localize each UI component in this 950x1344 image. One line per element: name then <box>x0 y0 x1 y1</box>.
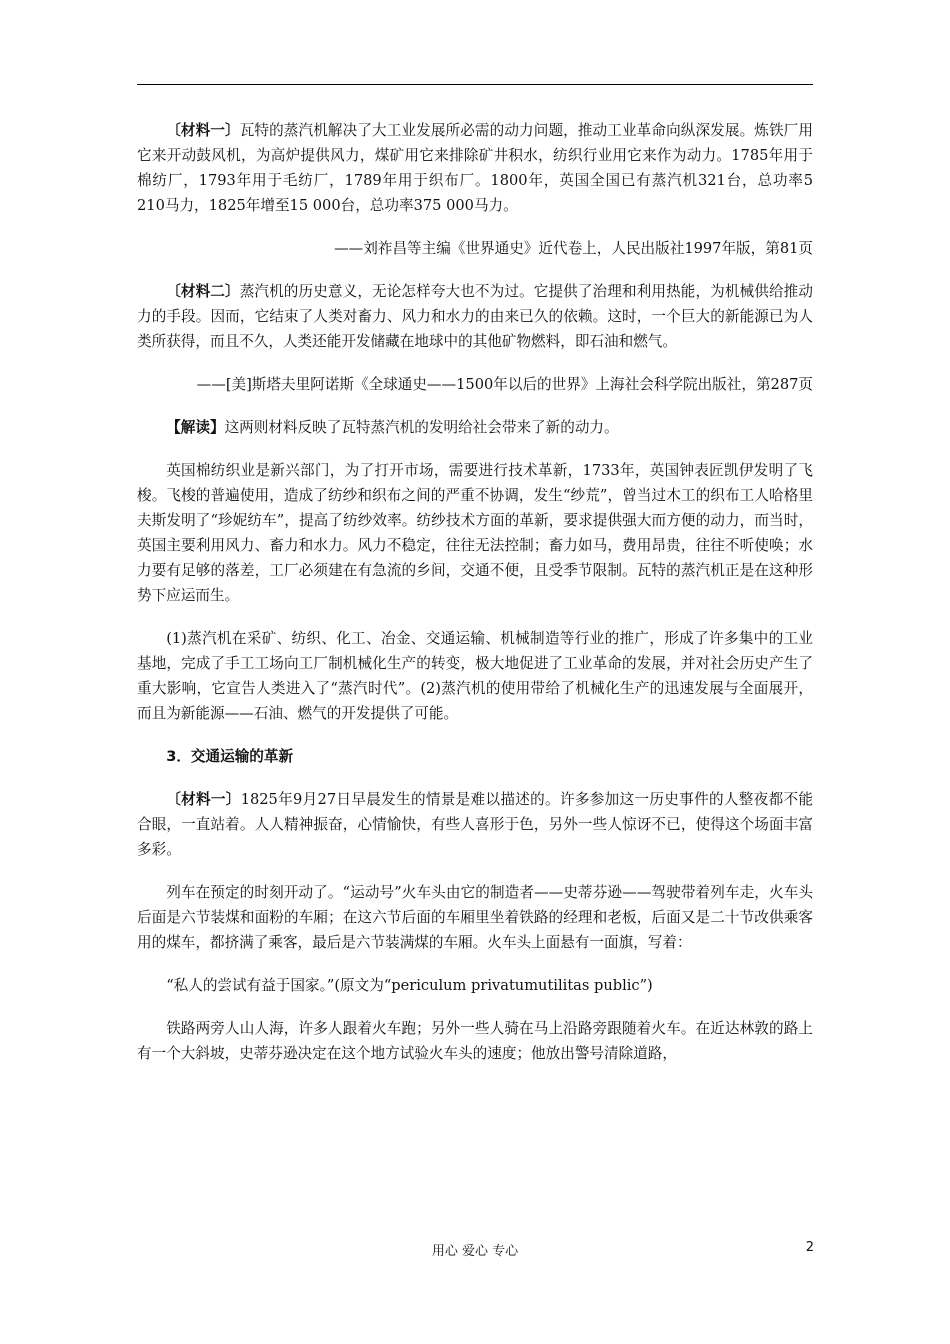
source-citation-2: ——[美]斯塔夫里阿诺斯《全球通史——1500年以后的世界》上海社会科学院出版社，第287页 <box>196 376 813 393</box>
railway-material-1-label: 〔材料一〕 <box>166 791 241 808</box>
railway-material-1-text: 1825年9月27日早晨发生的情景是难以描述的。许多参加这一历史事件的人整夜都不能合眼，一直站着。人人精神振奋，心情愉快，有些人喜形于色，另外一些人惊讶不已，使得这个场面丰富多彩。 <box>137 791 813 858</box>
analysis-paragraph: (1)蒸汽机在采矿、纺织、化工、冶金、交通运输、机械制造等行业的推广，形成了许多集中的工业基地，完成了手工工场向工厂制机械化生产的转变，极大地促进了工业革命的发展，并对社会历史产生了重大影响，它宣告人类进入了“蒸汽时代”。(2)蒸汽机的使用带给了机械化生产的迅速发展与全面展开，而且为新能源——石油、燃气的开发提供了可能。 <box>137 630 813 722</box>
material-1-label: 〔材料一〕 <box>166 122 240 139</box>
page-number: 2 <box>805 1240 814 1255</box>
railway-material-1-paragraph <box>137 787 813 862</box>
flag-quote-paragraph: “私人的尝试有益于国家。”(原文为“periculum privatumutilitas public”) <box>166 977 653 994</box>
document-body <box>137 118 813 1084</box>
background-paragraph: 英国棉纺织业是新兴部门，为了打开市场，需要进行技术革新，1733年，英国钟表匠凯伊发明了飞梭。飞梭的普遍使用，造成了纺纱和织布之间的严重不协调，发生“纱荒”，曾当过木工的织布工人哈格里夫斯发明了“珍妮纺车”，提高了纺纱效率。纺纱技术方面的革新，要求提供强大而方便的动力，而当时，英国主要利用风力、畜力和水力。风力不稳定，往往无法控制；畜力如马，费用昂贵，往往不听使唤；水力要有足够的落差，工厂必须建在有急流的乡间，交通不便，且受季节限制。瓦特的蒸汽机正是在这种形势下应运而生。 <box>137 462 813 604</box>
source-citation-1: ——刘祚昌等主编《世界通史》近代卷上，人民出版社1997年版，第81页 <box>334 240 813 257</box>
interpretation-label: 【解读】 <box>166 419 225 436</box>
material-2-paragraph <box>137 279 813 354</box>
material-2-label: 〔材料二〕 <box>166 283 240 300</box>
header-rule <box>137 84 813 85</box>
material-1-paragraph <box>137 118 813 218</box>
interpretation-paragraph <box>137 415 813 440</box>
interpretation-text: 这两则材料反映了瓦特蒸汽机的发明给社会带来了新的动力。 <box>224 419 619 436</box>
train-description-paragraph: 列车在预定的时刻开动了。“运动号”火车头由它的制造者——史蒂芬逊——驾驶带着列车走，火车头后面是六节装煤和面粉的车厢；在这六节后面的车厢里坐着铁路的经理和老板，后面又是二十节改供乘客用的煤车，都挤满了乘客，最后是六节装满煤的车厢。火车头上面悬有一面旗，写着： <box>137 884 813 951</box>
section-heading: 3．交通运输的革新 <box>166 748 294 765</box>
material-2-text: 蒸汽机的历史意义，无论怎样夸大也不为过。它提供了治理和利用热能，为机械供给推动力的手段。因而，它结束了人类对畜力、风力和水力的由来已久的依赖。这时，一个巨大的新能源已为人类所获得，而且不久，人类还能开发储藏在地球中的其他矿物燃料，即石油和燃气。 <box>137 283 813 350</box>
material-1-text: 瓦特的蒸汽机解决了大工业发展所必需的动力问题，推动工业革命向纵深发展。炼铁厂用它来开动鼓风机，为高炉提供风力，煤矿用它来排除矿井积水，纺织行业用它来作为动力。1785年用于棉纺厂，1793年用于毛纺厂，1789年用于织布厂。1800年，英国全国已有蒸汽机321台，总功率5 210马力，1825年增至15 000台，总功率375 000马力。 <box>137 122 813 214</box>
footer-motto: 用心 爱心 专心 <box>431 1244 519 1259</box>
crowd-paragraph: 铁路两旁人山人海，许多人跟着火车跑；另外一些人骑在马上沿路旁跟随着火车。在近达林敦的路上有一个大斜坡，史蒂芬逊决定在这个地方试验火车头的速度；他放出警号清除道路， <box>137 1020 813 1062</box>
